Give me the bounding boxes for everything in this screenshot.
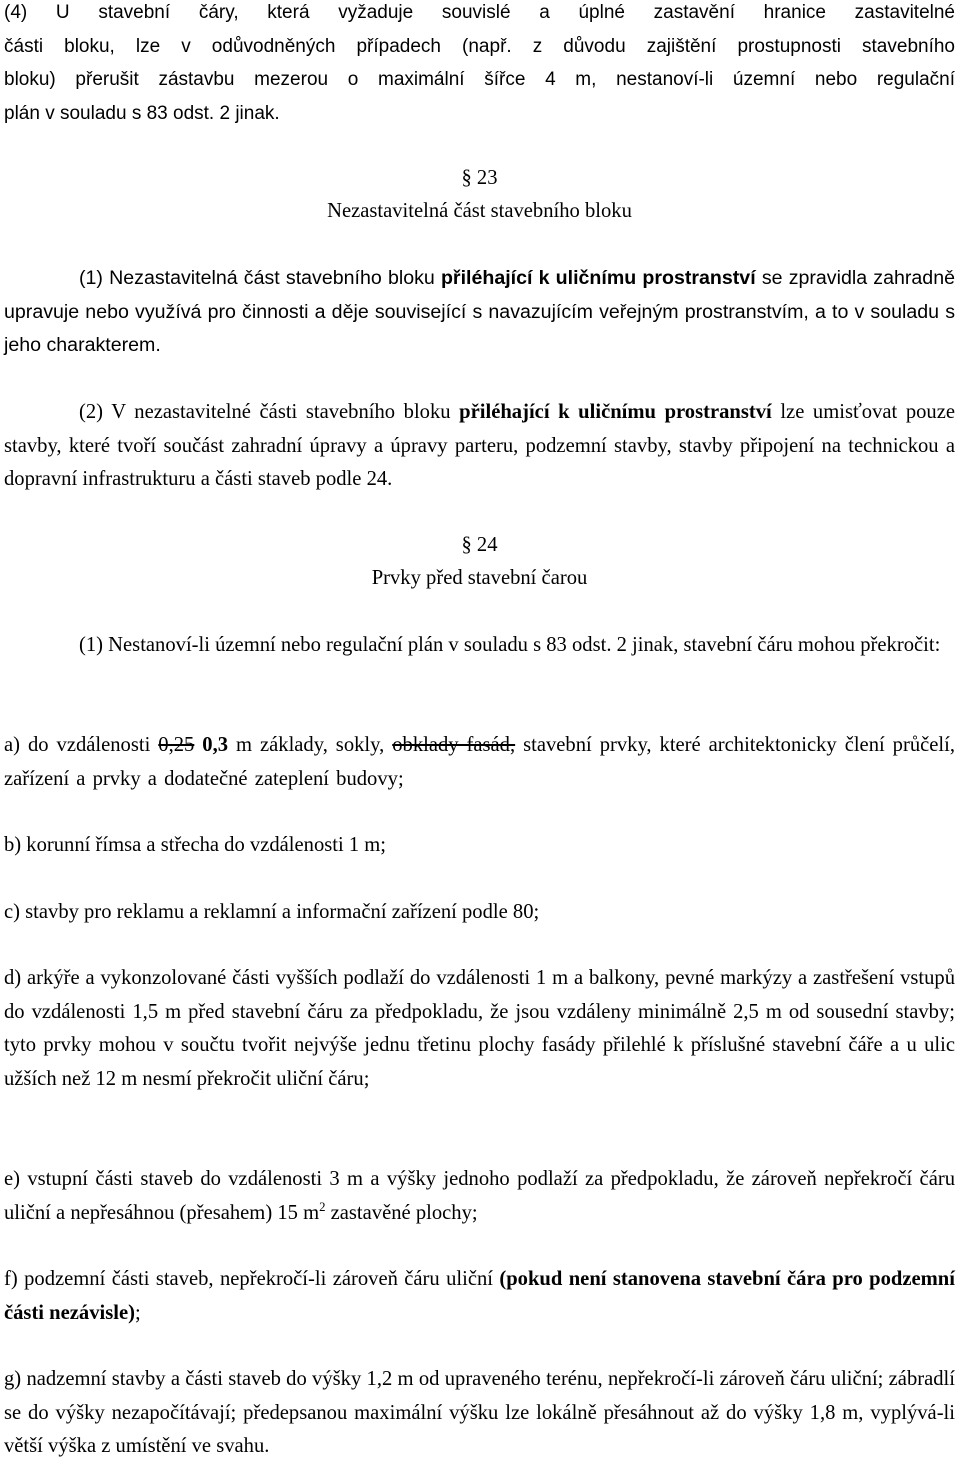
item-f-pre: f) podzemní části staveb, nepřekročí-li zároveň čáru uliční xyxy=(4,1268,500,1290)
section-23-number-text: 23 xyxy=(471,167,498,189)
section-24-number-text: 24 xyxy=(471,534,498,556)
s23-p2-bold: přiléhající k uličnímu prostranství xyxy=(459,401,772,423)
s23-p2-text-a: (2) V nezastavitelné části stavebního bloku xyxy=(79,401,460,423)
item-e-superscript: 2 xyxy=(319,1199,326,1214)
s23-p1-text-b: se zpravidla zahradně upravuje nebo využívá pro činnosti a děje související s navazujícím veřejným prostranstvím, a to v souladu s jeho charakterem. xyxy=(4,267,955,356)
item-b: b) korunní římsa a střecha do vzdálenosti 1 m; xyxy=(4,834,387,856)
section-23-paragraph-2 xyxy=(4,396,955,497)
item-e-pre: e) vstupní části staveb do vzdálenosti 3 m a výšky jednoho podlaží za předpokladu, že zároveň nepřekročí čáru uliční a nepřesáhnou (přesahem) 15 m xyxy=(4,1168,955,1224)
item-c: c) stavby pro reklamu a reklamní a informační zařízení podle 80; xyxy=(4,901,540,923)
paragraph-4-line-3 xyxy=(4,63,955,97)
item-a-bold-value: 0,3 xyxy=(202,734,229,756)
paragraph-4-text-4: plán v souladu s 83 odst. 2 jinak. xyxy=(4,102,280,124)
s23-p1-bold: přiléhající k uličnímu prostranství xyxy=(440,267,756,289)
item-f-post: ; xyxy=(134,1301,141,1324)
s23-p2-text-b: lze umisťovat pouze stavby, které tvoří součást zahradní úpravy a úpravy parteru, podzemní stavby, stavby připojení na technickou a dopravní infrastrukturu a části staveb podle 24. xyxy=(4,401,955,490)
item-g: g) nadzemní stavby a části staveb do výšky 1,2 m od upraveného terénu, nepřekročí-li zároveň čáru uliční; zábradlí se do výšky nezapočítávají; předepsanou maximální výšku lze lokálně přesáhnout až do výšky 1,8 m, vyplývá-li větší výška z umístění ve svahu. xyxy=(4,1368,955,1457)
item-f xyxy=(4,1263,955,1330)
paragraph-4-text-1: (4) U stavební čáry, která vyžaduje souvislé a úplné zastavění hranice zastavitelné xyxy=(4,2,955,23)
section-sign-icon: § xyxy=(461,534,472,556)
section-23-paragraph-1 xyxy=(4,262,955,363)
item-d: d) arkýře a vykonzolované části vyšších podlaží do vzdálenosti 1 m a balkony, pevné markýzy a zastřešení vstupů do vzdálenosti 1,5 m před stavební čáru za předpokladu, že jsou vzdáleny minimálně 2,5 m od sousední stavby; tyto prvky mohou v součtu tvořit nejvýše jednu třetinu plochy fasády přilehlé k příslušné stavební čáře a u ulic užších než 12 m nesmí překročit uliční čáru; xyxy=(4,967,955,1090)
item-a-strikethrough-text: obklady fasád, xyxy=(392,734,516,756)
item-a xyxy=(4,729,955,796)
item-a-strikethrough-value: 0,25 xyxy=(158,734,195,756)
paragraph-4-text-3: bloku) přerušit zástavbu mezerou o maximální šířce 4 m, nestanoví-li územní nebo regulační xyxy=(4,69,955,90)
item-e-post: zastavěné plochy; xyxy=(325,1201,478,1224)
section-24-paragraph-1: (1) Nestanoví-li územní nebo regulační plán v souladu s 83 odst. 2 jinak, stavební čáru mohou překročit: xyxy=(79,634,941,656)
section-23-title: Nezastavitelná část stavebního bloku xyxy=(327,200,632,222)
section-24-number xyxy=(4,529,955,562)
paragraph-4-line-4 xyxy=(4,97,955,131)
paragraph-4-line-2 xyxy=(4,30,955,64)
item-e xyxy=(4,1163,955,1230)
item-a-mid: m základy, sokly, xyxy=(228,734,393,756)
section-23-number xyxy=(4,162,955,195)
item-a-post: stavební prvky, které architektonicky člení průčelí, zařízení a prvky a dodatečné zateplení budovy; xyxy=(4,734,956,790)
item-a-pre: a) do vzdálenosti xyxy=(4,734,159,756)
section-sign-icon: § xyxy=(461,167,472,189)
s23-p1-text-a: (1) Nezastavitelná část stavebního bloku xyxy=(79,267,441,289)
item-f-bold: (pokud není stanovena stavební čára pro podzemní části nezávisle) xyxy=(4,1268,955,1324)
paragraph-4-line-1 xyxy=(4,0,955,30)
section-24-title: Prvky před stavební čarou xyxy=(371,567,588,589)
paragraph-4-text-2: části bloku, lze v odůvodněných případech (např. z důvodu zajištění prostupnosti stavebního xyxy=(4,35,955,57)
